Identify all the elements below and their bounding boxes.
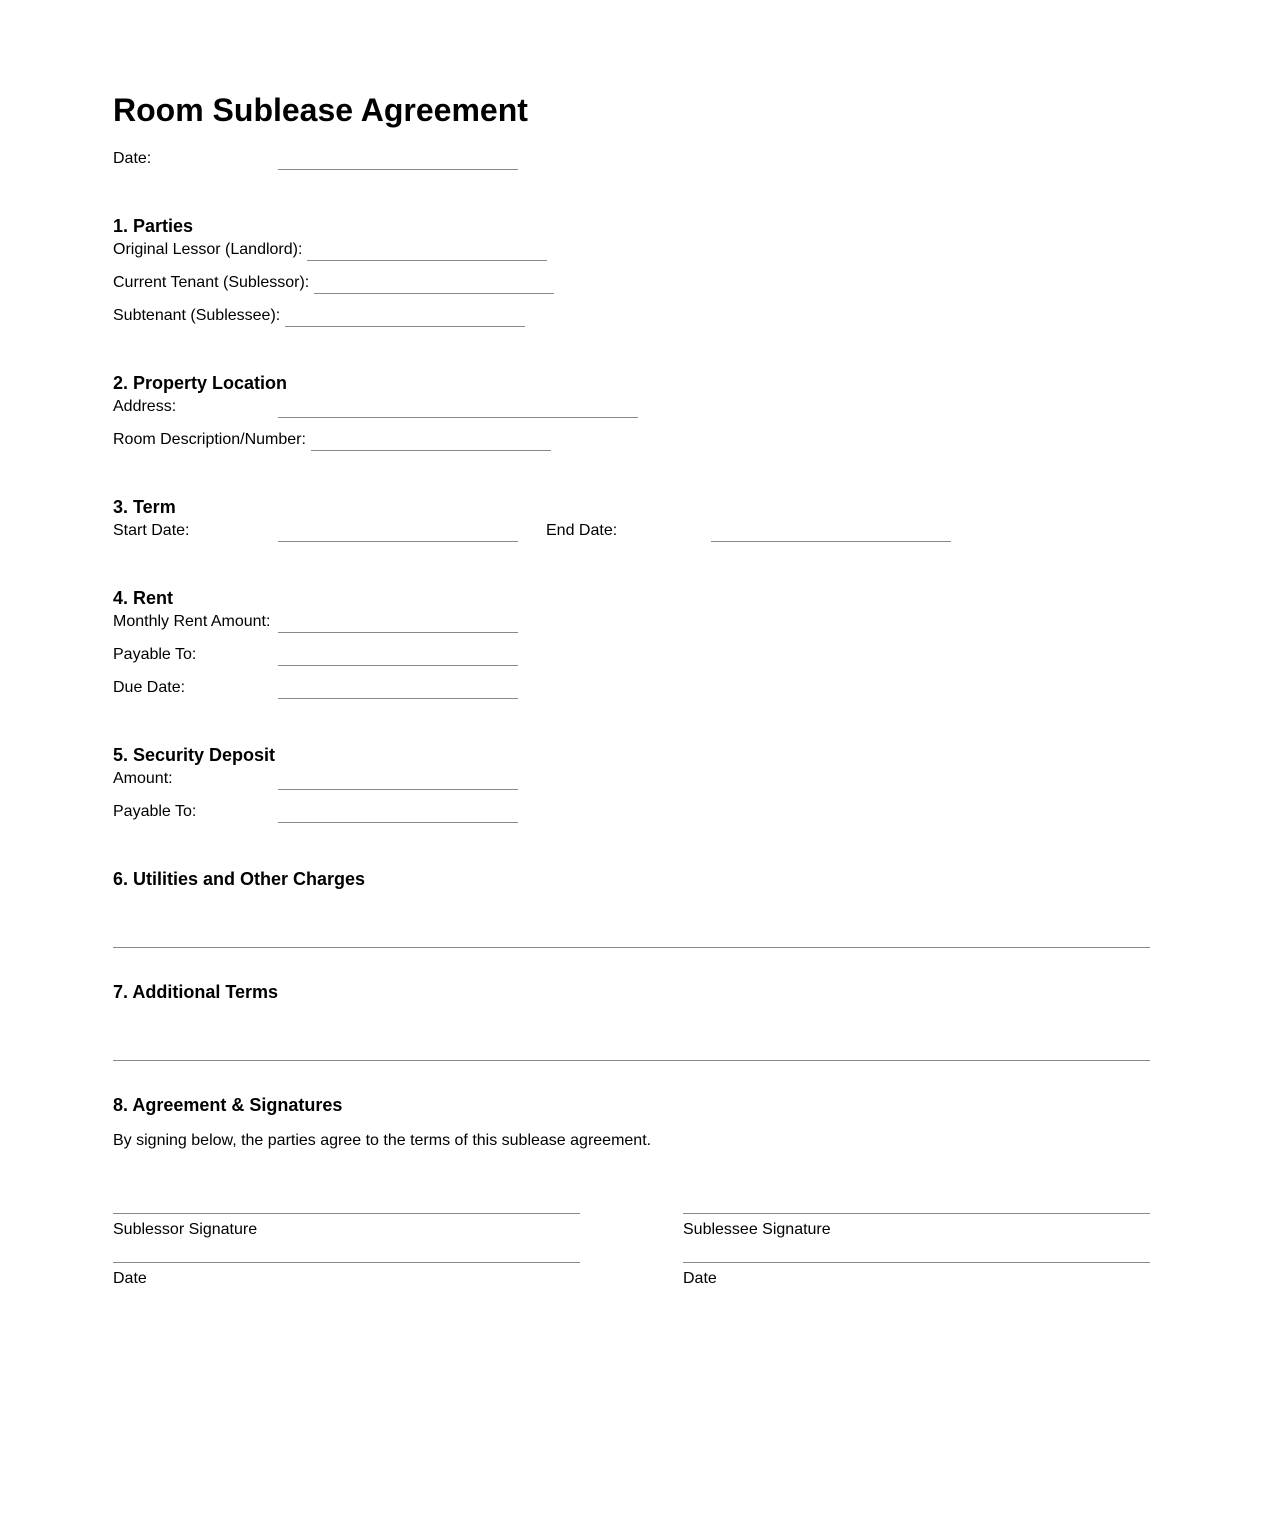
sublessor-date-label: Date [113, 1270, 147, 1287]
due-date-field[interactable] [278, 698, 518, 699]
current-tenant-label: Current Tenant (Sublessor): [113, 274, 310, 291]
section-heading-parties: 1. Parties [113, 216, 194, 236]
section-heading-additional-terms: 7. Additional Terms [113, 982, 279, 1002]
original-lessor-field[interactable] [307, 260, 547, 261]
sublessee-signature-label: Sublessee Signature [683, 1221, 831, 1238]
sublessee-date-field[interactable] [683, 1262, 1150, 1263]
agreement-statement: By signing below, the parties agree to the terms of this sublease agreement. [113, 1132, 652, 1149]
section-heading-signatures: 8. Agreement & Signatures [113, 1095, 343, 1115]
section-heading-property: 2. Property Location [113, 373, 288, 393]
sublessee-date-label: Date [683, 1270, 717, 1287]
utilities-field[interactable] [113, 947, 1150, 948]
monthly-rent-label: Monthly Rent Amount: [113, 613, 271, 630]
section-heading-term: 3. Term [113, 497, 176, 517]
rent-payable-to-field[interactable] [278, 665, 518, 666]
room-description-field[interactable] [311, 450, 551, 451]
end-date-label: End Date: [546, 522, 618, 539]
room-description-label: Room Description/Number: [113, 431, 306, 448]
address-field[interactable] [278, 417, 638, 418]
start-date-label: Start Date: [113, 522, 190, 539]
section-heading-deposit: 5. Security Deposit [113, 745, 276, 765]
sublessee-signature-field[interactable] [683, 1213, 1150, 1214]
sublessor-signature-label: Sublessor Signature [113, 1221, 258, 1238]
rent-payable-to-label: Payable To: [113, 646, 197, 663]
sublessor-date-field[interactable] [113, 1262, 580, 1263]
due-date-label: Due Date: [113, 679, 186, 696]
monthly-rent-field[interactable] [278, 632, 518, 633]
current-tenant-field[interactable] [314, 293, 554, 294]
date-field[interactable] [278, 169, 518, 170]
deposit-payable-to-label: Payable To: [113, 803, 197, 820]
subtenant-label: Subtenant (Sublessee): [113, 307, 281, 324]
start-date-field[interactable] [278, 541, 518, 542]
subtenant-field[interactable] [285, 326, 525, 327]
deposit-amount-label: Amount: [113, 770, 173, 787]
additional-terms-field[interactable] [113, 1060, 1150, 1061]
original-lessor-label: Original Lessor (Landlord): [113, 241, 303, 258]
sublessor-signature-field[interactable] [113, 1213, 580, 1214]
address-label: Address: [113, 398, 177, 415]
deposit-payable-to-field[interactable] [278, 822, 518, 823]
section-heading-utilities: 6. Utilities and Other Charges [113, 869, 366, 889]
page-title: Room Sublease Agreement [113, 92, 528, 128]
section-heading-rent: 4. Rent [113, 588, 174, 608]
end-date-field[interactable] [711, 541, 951, 542]
deposit-amount-field[interactable] [278, 789, 518, 790]
date-label: Date: [113, 150, 152, 167]
